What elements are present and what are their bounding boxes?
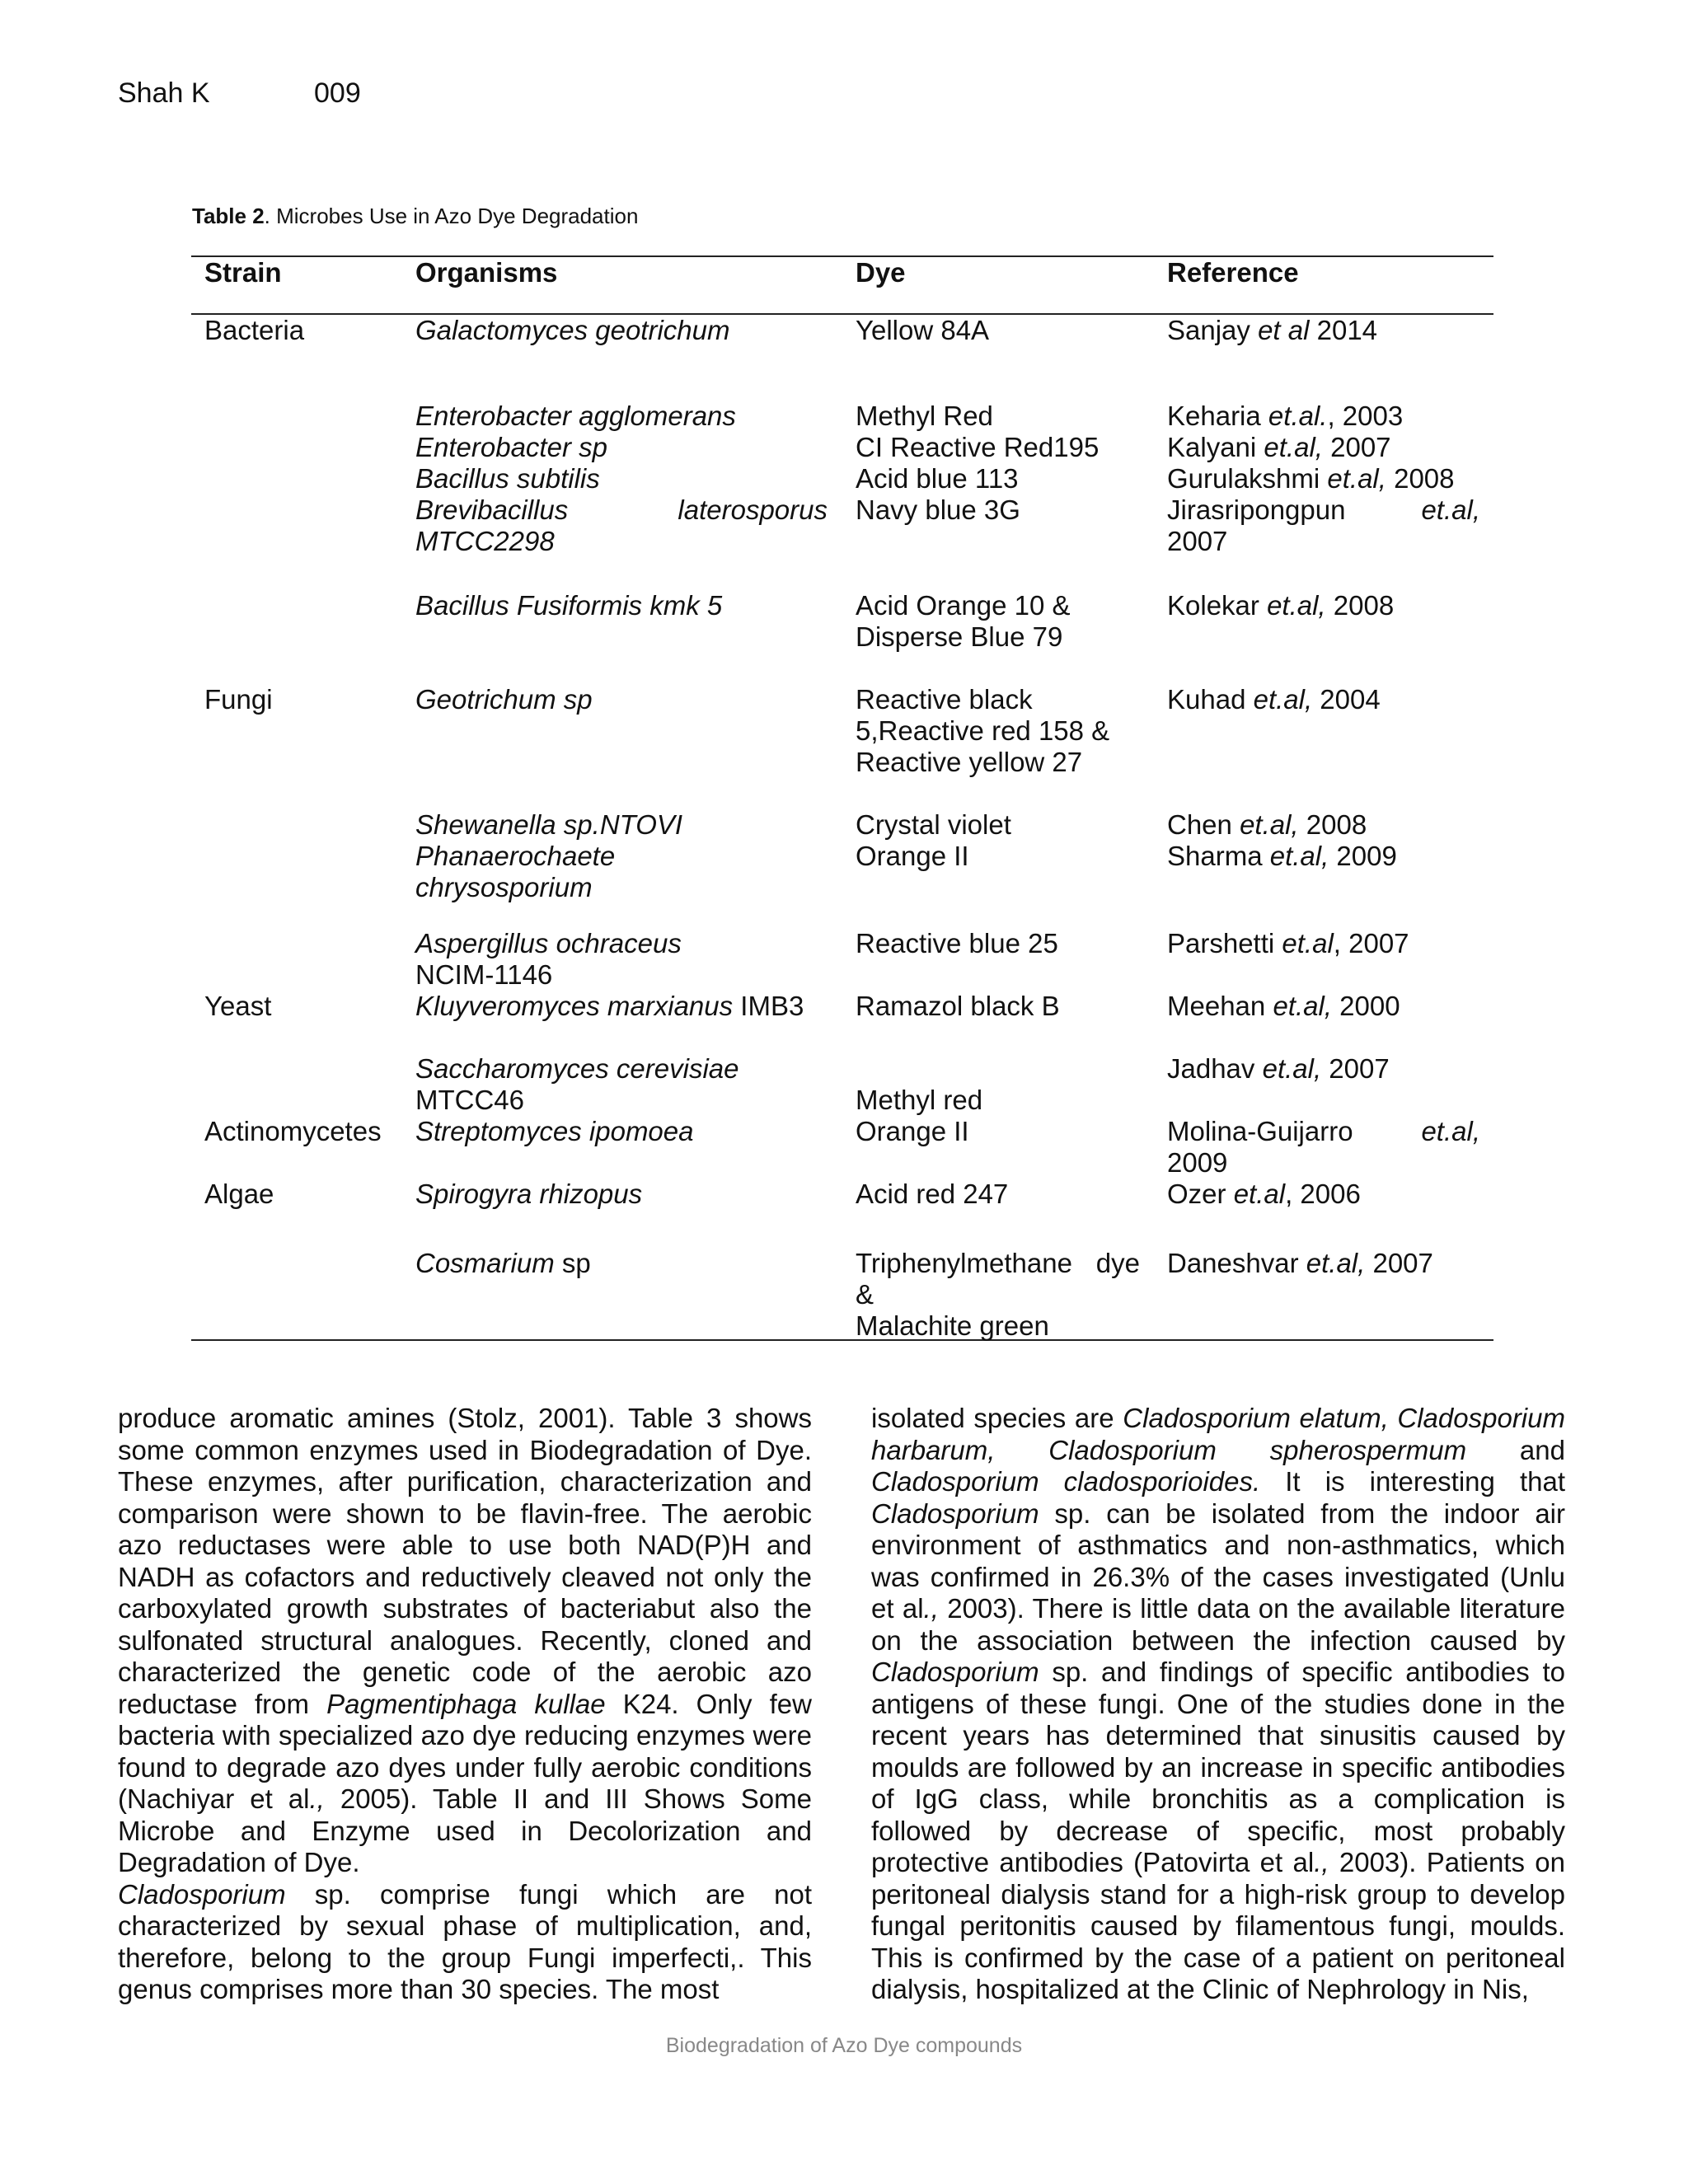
- dye-line: Reactive yellow 27: [856, 747, 1083, 777]
- cell-organism: Bacillus subtilis: [415, 463, 600, 494]
- ref-etal: et.al: [1233, 1179, 1286, 1209]
- organism-line: Saccharomyces cerevisiae: [415, 1053, 739, 1084]
- cell-reference: [1167, 401, 1480, 432]
- ref-year: 2009: [1167, 1147, 1228, 1178]
- cell-organism: Enterobacter agglomerans: [415, 401, 736, 431]
- table-caption-label: Table 2: [192, 204, 265, 228]
- cell-strain: Bacteria: [204, 315, 305, 345]
- cell-reference: [1167, 841, 1480, 872]
- running-header: [118, 77, 361, 110]
- ref-author: Chen: [1167, 809, 1240, 840]
- table-caption: [192, 204, 638, 229]
- cell-strain: Yeast: [204, 991, 272, 1021]
- body-text: isolated species are: [871, 1403, 1123, 1433]
- ref-author: Sharma: [1167, 841, 1270, 871]
- cell-reference: [1167, 315, 1480, 346]
- body-text: sp. comprise fungi which are not characterized by sexual phase of multiplication, and, therefore, belong to the group Fungi imperfecti,. This genus comprises more than 30 species. The most: [118, 1878, 812, 2004]
- ref-etal: et.al,: [1306, 1248, 1366, 1278]
- cell-strain: Fungi: [204, 684, 273, 715]
- organism-line: MTCC46: [415, 1085, 525, 1115]
- ref-year: 2008: [1298, 809, 1367, 840]
- cell-dye: Orange II: [856, 841, 969, 871]
- cell-organism: Enterobacter sp: [415, 432, 607, 462]
- organism-species: laterosporus: [678, 494, 828, 525]
- ref-author: Keharia: [1167, 401, 1268, 431]
- cell-organism: Shewanella sp.NTOVI: [415, 809, 683, 840]
- cell-organism: Spirogyra rhizopus: [415, 1179, 643, 1209]
- cell-dye: Methyl Red: [856, 401, 993, 431]
- cell-reference: [1167, 1248, 1480, 1279]
- ref-author: Ozer: [1167, 1179, 1234, 1209]
- ref-year: , 2003: [1327, 401, 1404, 431]
- organism-name: Kluyveromyces marxianus: [415, 991, 734, 1021]
- ref-etal: et.al,: [1421, 1116, 1480, 1146]
- body-text: and: [1466, 1434, 1565, 1465]
- cell-dye: Reactive blue 25: [856, 928, 1058, 958]
- ref-year: 2007: [1322, 432, 1391, 462]
- ref-author: Jadhav: [1167, 1053, 1263, 1084]
- ref-author: Sanjay: [1167, 315, 1259, 345]
- body-text-italic: Pagmentiphaga kullae: [326, 1688, 606, 1719]
- dye-line: dye: [1095, 1248, 1140, 1278]
- column-header-organisms: Organisms: [415, 257, 558, 288]
- cell-reference: [1167, 684, 1480, 715]
- ref-etal: et.al,: [1327, 463, 1386, 494]
- ref-year: 2007: [1321, 1053, 1390, 1084]
- header-author: Shah K: [118, 77, 210, 109]
- cell-dye: Yellow 84A: [856, 315, 990, 345]
- ref-year: 2009: [1329, 841, 1397, 871]
- dye-line: Reactive black: [856, 684, 1033, 715]
- body-text-italic: Cladosporium: [871, 1497, 1039, 1529]
- ref-etal: et.al,: [1264, 432, 1323, 462]
- table-caption-text: . Microbes Use in Azo Dye Degradation: [264, 204, 639, 228]
- cell-reference: [1167, 1116, 1480, 1179]
- cell-organism: [415, 928, 828, 991]
- column-header-strain: Strain: [204, 257, 282, 288]
- ref-author: Gurulakshmi: [1167, 463, 1328, 494]
- ref-etal: et.al,: [1262, 1053, 1322, 1084]
- ref-author: Molina-Guijarro: [1167, 1116, 1353, 1146]
- cell-dye: CI Reactive Red195: [856, 432, 1100, 462]
- body-paragraph: [118, 1879, 812, 2006]
- cell-organism: [415, 1248, 828, 1279]
- cell-dye: [856, 1248, 1144, 1342]
- cell-reference: [1167, 991, 1480, 1022]
- ref-year: , 2006: [1285, 1179, 1361, 1209]
- ref-etal: et.al,: [1240, 809, 1299, 840]
- body-text: sp. and findings of specific antibodies to antigens of these fungi. One of the studies done in the recent years has determined that sinusitis caused by moulds are followed by an increase in specific antibodies of IgG class, while bronchitis as a complication is followed by decrease of specific, most probably protective antibodies (Patovirta et al: [871, 1657, 1565, 1877]
- ref-etal: et.al,: [1273, 991, 1332, 1021]
- organism-strain: MTCC2298: [415, 526, 555, 556]
- ref-etal: et.al: [1282, 928, 1334, 958]
- organism-genus: Brevibacillus: [415, 494, 569, 525]
- cell-organism: [415, 991, 828, 1022]
- cell-organism: [415, 1053, 828, 1116]
- ref-year: 2014: [1309, 315, 1378, 345]
- running-footer: Biodegradation of Azo Dye compounds: [665, 2034, 1023, 2057]
- organism-line: chrysosporium: [415, 872, 593, 902]
- cell-organism: Geotrichum sp: [415, 684, 593, 715]
- cell-organism: Streptomyces ipomoea: [415, 1116, 694, 1146]
- dye-line: Malachite green: [856, 1310, 1049, 1341]
- column-header-dye: Dye: [856, 257, 906, 288]
- body-paragraph: [871, 1403, 1565, 2006]
- cell-dye: Ramazol black B: [856, 991, 1060, 1021]
- organism-strain: sp: [554, 1248, 591, 1278]
- body-text-italic: Cladosporium cladosporioides.: [871, 1466, 1261, 1497]
- cell-dye: Acid red 247: [856, 1179, 1009, 1209]
- cell-dye: Orange II: [856, 1116, 969, 1146]
- ref-author: Kuhad: [1167, 684, 1254, 715]
- dye-line: 5,Reactive red 158 &: [856, 715, 1110, 746]
- ref-author: Jirasripongpun: [1167, 494, 1346, 525]
- body-column-left: [118, 1403, 812, 2006]
- ref-author: Meehan: [1167, 991, 1273, 1021]
- ref-author: Kolekar: [1167, 590, 1268, 621]
- ref-author: Parshetti: [1167, 928, 1282, 958]
- cell-strain: Actinomycetes: [204, 1116, 382, 1146]
- ref-author: Daneshvar: [1167, 1248, 1306, 1278]
- body-text: K24. Only few bacteria with specialized azo dye reducing enzymes were found to degrade azo dyes under fully aerobic conditions (Nachiyar et al: [118, 1688, 812, 1814]
- body-paragraph: [118, 1403, 812, 1879]
- cell-organism: Galactomyces geotrichum: [415, 315, 730, 345]
- cell-organism: [415, 841, 828, 903]
- body-text: sp. can be isolated from the indoor air environment of asthmatics and non-asthmatics, which was confirmed in 26.3% of the cases investigated (Unlu et al: [871, 1497, 1565, 1624]
- cell-reference: [1167, 494, 1480, 557]
- cell-dye: [856, 590, 1144, 653]
- cell-reference: [1167, 1053, 1480, 1085]
- column-header-reference: Reference: [1167, 257, 1299, 288]
- cell-dye: Methyl red: [856, 1085, 983, 1115]
- cell-strain: Algae: [204, 1179, 274, 1209]
- cell-reference: [1167, 1179, 1480, 1210]
- body-text: 2003). There is little data on the available literature on the association between the infection caused by: [871, 1593, 1566, 1656]
- organism-line: Phanaerochaete: [415, 841, 616, 871]
- ref-etal: et.al,: [1269, 841, 1329, 871]
- body-column-right: [871, 1403, 1565, 2006]
- ref-year: , 2007: [1333, 928, 1409, 958]
- body-text-italic: .,: [923, 1593, 939, 1624]
- body-text: 2003). Patients on peritoneal dialysis stand for a high-risk group to develop fungal peritonitis caused by filamentous fungi, moulds. This is confirmed by the case of a patient on peritoneal dialysis, hospitalized at the Clinic of Nephrology in Nis,: [871, 1847, 1565, 2004]
- header-page-number: 009: [314, 77, 361, 109]
- ref-year: 2007: [1167, 526, 1228, 556]
- organism-strain: IMB3: [733, 991, 804, 1021]
- ref-etal: et.al,: [1267, 590, 1326, 621]
- cell-reference: [1167, 928, 1480, 959]
- ref-etal: et.al,: [1253, 684, 1313, 715]
- ref-etal: et.al.: [1268, 401, 1328, 431]
- body-text-italic: Cladosporium: [871, 1657, 1039, 1687]
- ref-year: 2008: [1325, 590, 1395, 621]
- dye-line: Triphenylmethane: [856, 1248, 1072, 1278]
- ref-etal: et.al,: [1421, 494, 1480, 525]
- ref-etal: et al: [1258, 315, 1310, 345]
- table-bottom-rule: [191, 1339, 1493, 1341]
- cell-reference: [1167, 432, 1480, 463]
- body-text-italic: Cladosporium: [118, 1878, 286, 1910]
- body-text: It is interesting that: [1260, 1466, 1565, 1497]
- body-text-italic: .,: [309, 1783, 325, 1814]
- body-text-italic: Cladosporium elatum, Cladosporium harbarum, Cladosporium spherospermum: [871, 1403, 1565, 1465]
- dye-line: Disperse Blue 79: [856, 621, 1063, 652]
- organism-line: NCIM-1146: [415, 959, 553, 990]
- body-text: produce aromatic amines (Stolz, 2001). Table 3 shows some common enzymes used in Biodegradation of Dye. These enzymes, after purification, characterization and comparison were shown to be flavin-free. The aerobic azo reductases were able to use both NAD(P)H and NADH as cofactors and reductively cleaved not only the carboxylated growth substrates of bacteriabut also the sulfonated structural analogues. Recently, cloned and characterized the genetic code of the aerobic azo reductase from: [118, 1403, 812, 1719]
- ref-year: 2004: [1312, 684, 1381, 715]
- cell-dye: Navy blue 3G: [856, 494, 1020, 525]
- dye-line: Acid Orange 10 &: [856, 590, 1071, 621]
- cell-organism: Bacillus Fusiformis kmk 5: [415, 590, 723, 621]
- ref-year: 2007: [1365, 1248, 1433, 1278]
- organism-line: Aspergillus ochraceus: [415, 928, 682, 958]
- cell-organism: [415, 494, 828, 557]
- cell-dye: [856, 684, 1144, 778]
- cell-reference: [1167, 809, 1480, 841]
- ref-year: 2000: [1331, 991, 1400, 1021]
- body-text: 2005). Table II and III Shows Some Microbe and Enzyme used in Decolorization and Degradation of Dye.: [118, 1783, 813, 1877]
- ref-author: Kalyani: [1167, 432, 1264, 462]
- body-text-italic: .,: [1314, 1847, 1329, 1877]
- ref-year: 2008: [1386, 463, 1455, 494]
- organism-name: Cosmarium: [415, 1248, 555, 1278]
- cell-reference: [1167, 463, 1480, 494]
- dye-line: &: [856, 1279, 874, 1310]
- cell-dye: Acid blue 113: [856, 463, 1019, 494]
- cell-reference: [1167, 590, 1480, 621]
- cell-dye: Crystal violet: [856, 809, 1011, 840]
